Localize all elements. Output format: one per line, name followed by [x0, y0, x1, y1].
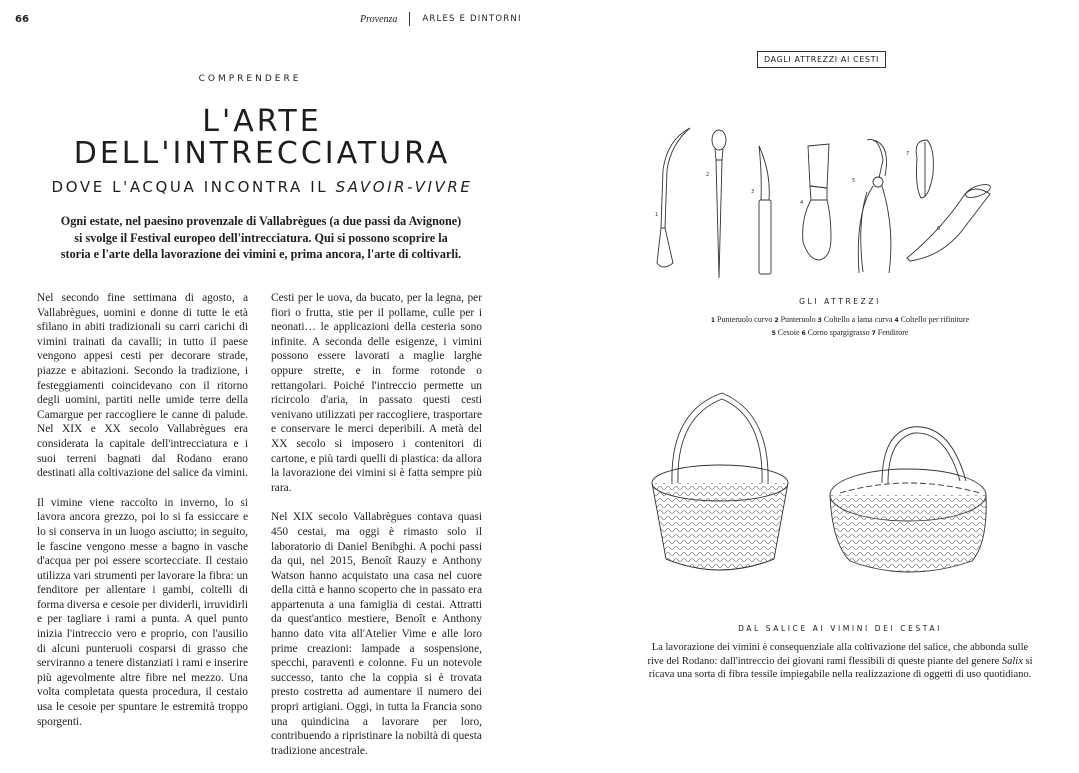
tool-number: 5 — [852, 178, 856, 184]
legend-item: 5 Cesoie — [771, 328, 800, 337]
tool-number: 4 — [800, 200, 804, 206]
baskets-heading: DAL SALICE AI VIMINI DEI CESTAI — [738, 624, 942, 633]
cleaver-icon — [916, 140, 933, 198]
legend-item: 1 Punteruolo curvo — [710, 315, 773, 324]
page-number: 66 — [15, 14, 29, 25]
awl-icon — [712, 130, 726, 278]
lead-paragraph: Ogni estate, nel paesino provenzale di Vallabrègues (a due passi da Avignone) si svolge il Festival europeo dell'intrecciatura. Qui si possono scoprire la storia e l'arte della lavorazione dei vimini e, prima ancora, l'arte di coltivarli. — [60, 214, 462, 261]
headline — [0, 106, 524, 170]
tool-number: 1 — [655, 212, 659, 218]
legend-item: 6 Corno spargigrasso — [801, 328, 870, 337]
caption-italic-genus: Salix — [1001, 655, 1023, 667]
headline-line-1: L'ARTE — [202, 104, 322, 139]
curved-awl-icon — [657, 128, 690, 267]
sidebar-tag: DAGLI ATTREZZI AI CESTI — [757, 51, 886, 68]
oval-basket-icon — [830, 427, 986, 572]
subhead-prefix: DOVE L'ACQUA INCONTRA IL — [51, 178, 336, 196]
tool-number: 6 — [937, 226, 941, 232]
tools-heading: GLI ATTREZZI — [799, 297, 881, 306]
tools-legend — [650, 314, 1030, 340]
subhead — [0, 178, 524, 196]
shears-icon — [858, 139, 891, 273]
tool-number: 7 — [906, 151, 910, 157]
tools-illustration — [645, 118, 1005, 286]
finishing-knife-icon — [803, 144, 831, 260]
running-header-section: Provenza — [360, 13, 398, 25]
body-paragraph: Nel secondo fine settimana di agosto, a Vallabrègues, uomini e donne di tutte le età sfilano in abiti tradizionali su carri carichi di vimini trainati da cavalli; in tutto il paese vengono appesi cesti per decorare strade, piazze e abitazioni. Secondo la tradizione, i festeggiamenti coincidevano con il ritorno degli uomini, partiti nelle umide terre della Camargue per raccogliere le canne di palude. Nel XIX e XX secolo Vallabrègues era considerata la capitale dell'intrecciatura e i suoi terreni bagnati dal Rodano erano destinati alla coltivazione del salice da vimini. — [37, 292, 248, 480]
curved-blade-knife-icon — [759, 146, 771, 274]
legend-item: 7 Fenditore — [871, 328, 909, 337]
running-header — [360, 12, 522, 26]
tool-number: 2 — [706, 172, 710, 178]
headline-line-2: DELL'INTRECCIATURA — [73, 136, 451, 171]
baskets-caption: La lavorazione dei vimini è consequenziale alla coltivazione del salice, che abbonda sulle rive del Rodano: dall'intreccio dei giovani rami flessibili di queste piante del genere Salix si ricava una sorta di fibra tessile impiegabile nella realizzazione di oggetti di uso quotidiano. — [647, 642, 1033, 680]
body-paragraph: Il vimine viene raccolto in inverno, lo si lavora ancora grezzo, poi lo si fa essiccare e lo si conserva in un luogo asciutto; in seguito, le fascine vengono messe a bagno in vasche d'acqua per poi essere scortecciate. Il cestaio utilizza vari strumenti per lavorare la fibra: un fenditore per allentare i gambi, coltelli di forma diversa e cesoie per dividerli, irruvidirli e per tagliare i rami a punta. A quel punto inizia l'intreccio vero e proprio, con l'ausilio di alcuni punteruoli cosparsi di grasso che serviranno a tenere distanziati i rami e inserire più agevolmente altre fibre nel mezzo. Una volta completata questa procedura, il cestaio usa le cesoie per spuntare le estremità troppo sporgenti. — [37, 496, 248, 728]
tool-number: 3 — [751, 189, 755, 195]
running-header-title: ARLES E DINTORNI — [422, 14, 522, 24]
legend-item: 2 Punteruolo — [774, 315, 816, 324]
body-column-2 — [271, 291, 482, 773]
body-column-1 — [37, 291, 248, 744]
baskets-illustration — [650, 383, 1030, 593]
subhead-italic: SAVOIR-VIVRE — [335, 178, 473, 196]
legend-item: 4 Coltello per rifiniture — [894, 315, 970, 324]
kicker: COMPRENDERE — [198, 74, 302, 84]
body-paragraph: Cesti per le uova, da bucato, per la legna, per fiori o frutta, stie per il pollame, culle per i neonati… le applicazioni della cesteria sono infinite. A seconda delle esigenze, i vimini possono essere lavorati a maglie larghe oppure strette, e in forme rotonde o rettangolari. Poiché l'intreccio permette un ricircolo d'aria, in passato questi cesti venivano utilizzati per raccogliere, trasportare e conservare le merci deperibili. A metà del XX secolo si imposero i contenitori di cartone, e più tardi quelli di plastica: da allora la lavorazione dei vimini si è fatta sempre più rara. — [271, 292, 482, 494]
body-paragraph: Nel XIX secolo Vallabrègues contava quasi 450 cestai, ma oggi è rimasto solo il laboratorio di Daniel Benibghi. A pochi passi da qui, nel 2015, Benoît Rauzy e Anthony Watson hanno acquistato una casa nel cuore della città e hanno scoperto che in passato era appartenuta a una famiglia di cestai. Attratti da quest'antico mestiere, Benoît e Anthony hanno dato vita all'Atelier Vime e alle loro prime creazioni: lampade a sospensione, specchi, paraventi e colonne. Fu un notevole successo, tanto che la coppia si è trovata presto costretta ad aumentare il numero dei propri artigiani. Oggi, in tutta la Francia sono una quindicina a lavorare per loro, contribuendo a ripristinare la nobiltà di questa tradizione ancestrale. — [271, 511, 482, 757]
legend-item: 3 Coltello a lama curva — [817, 315, 893, 324]
round-basket-icon — [652, 393, 788, 570]
grease-horn-icon — [907, 182, 992, 261]
running-header-divider — [409, 12, 410, 26]
